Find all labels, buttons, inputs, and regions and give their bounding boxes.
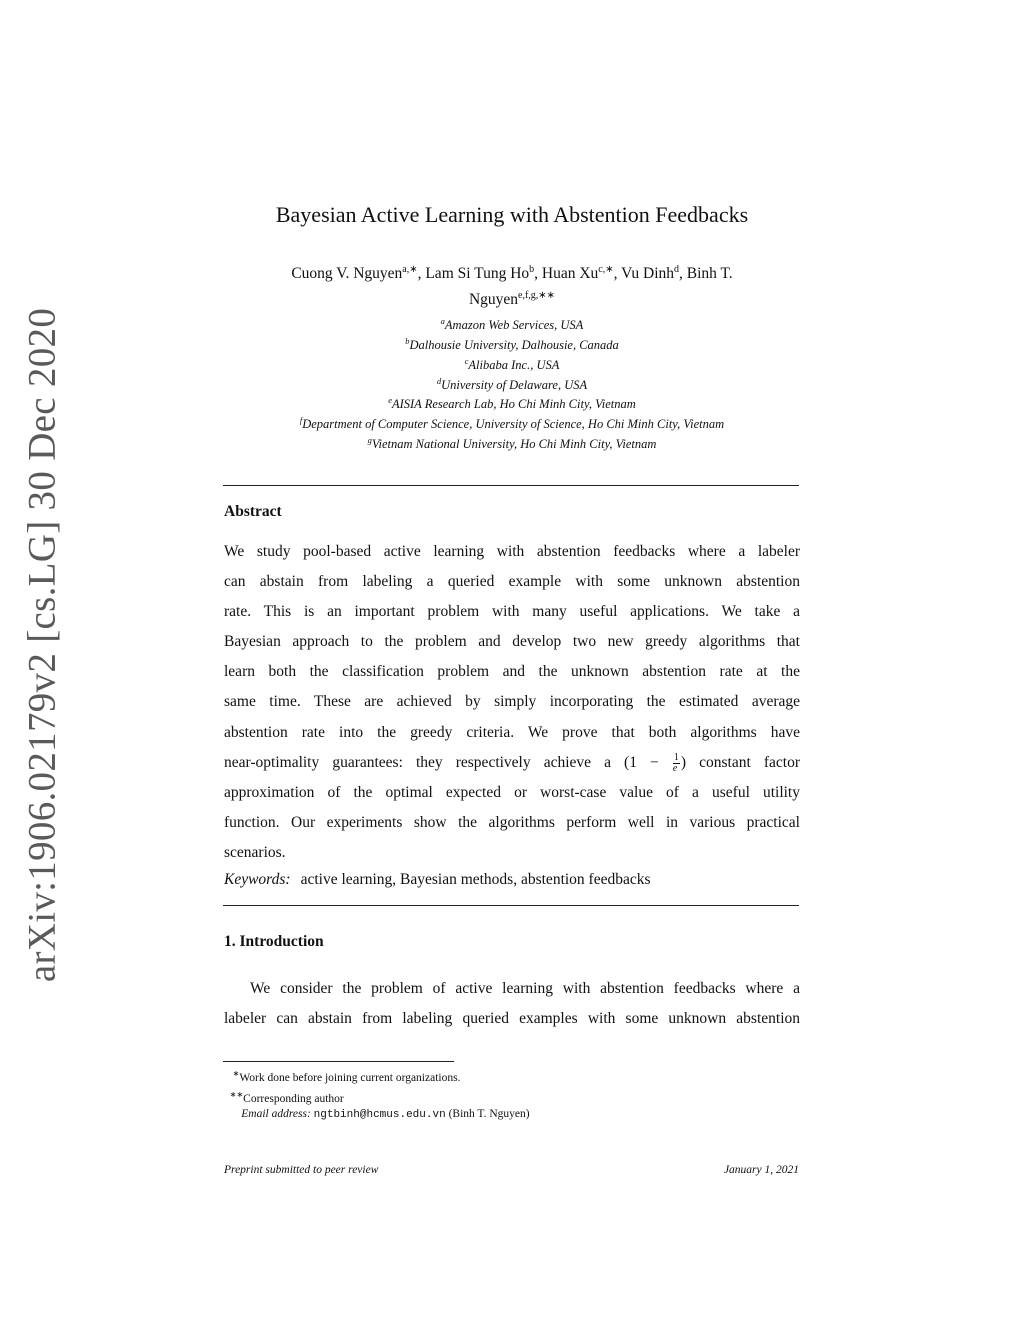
fraction-one-over-e xyxy=(673,753,680,774)
abstract-top-rule xyxy=(223,485,799,486)
footnote xyxy=(224,1066,530,1087)
author-affil-mark: c,∗ xyxy=(598,264,614,275)
affiliation-text: University of Delaware, USA xyxy=(441,377,588,392)
footnotes xyxy=(224,1066,530,1124)
affiliation-mark: d xyxy=(436,375,442,386)
body-line: labeler can abstain from labeling queried examples with some unknown abstention xyxy=(224,1010,800,1028)
fraction-denominator: e xyxy=(672,762,678,774)
abstract-bottom-rule xyxy=(223,905,799,906)
abstract-body xyxy=(224,537,800,868)
abstract-line: We study pool-based active learning with abstention feedbacks where a labeler xyxy=(224,543,800,560)
section-heading-introduction: 1. Introduction xyxy=(224,933,324,950)
affiliation xyxy=(0,413,1024,433)
footer-date: January 1, 2021 xyxy=(723,1164,799,1176)
footnote-text: Work done before joining current organizations. xyxy=(239,1071,461,1084)
email-label: Email address: xyxy=(241,1108,311,1121)
abstract-heading: Abstract xyxy=(224,503,282,520)
abstract-line: function. Our experiments show the algorithms perform well in various practical xyxy=(224,813,800,831)
author-line-1: Cuong V. Nguyen$^{a,∗}$, Lam Si Tung Ho$^b$, Huan $Xu^{c,∗}$, Vu Dinh$^d$, Binh T. xyxy=(291,264,733,283)
author-name: Huan Xu xyxy=(541,265,599,283)
author-affil-mark: a,∗ xyxy=(402,264,418,275)
affiliation xyxy=(0,393,1024,413)
author-affil-mark: d xyxy=(674,264,679,275)
abstract-line: learn both the classification problem and the unknown abstention rate at the xyxy=(224,663,800,681)
abstract-line: approximation of the optimal expected or worst-case value of a useful utility xyxy=(224,783,800,801)
footnote xyxy=(224,1087,530,1108)
introduction-body xyxy=(224,974,800,1034)
affiliation-text: Vietnam National University, Ho Chi Minh City, Vietnam xyxy=(371,437,657,452)
affiliation-text: Amazon Web Services, USA xyxy=(444,318,584,333)
author-name: Nguyen xyxy=(468,291,519,309)
affiliation xyxy=(0,354,1024,374)
abstract-line: scenarios. xyxy=(224,843,286,861)
email-address[interactable]: ngtbinh@hcmus.edu.vn xyxy=(313,1109,446,1122)
footer-preprint-note: Preprint submitted to peer review xyxy=(224,1164,379,1176)
affiliation-mark: b xyxy=(405,335,410,346)
affiliation xyxy=(0,433,1024,453)
affiliation-text: Dalhousie University, Dalhousie, Canada xyxy=(409,338,619,353)
abstract-text: ) constant factor xyxy=(680,753,800,771)
footnote-rule xyxy=(223,1061,454,1062)
abstract-line: can abstain from labeling a queried example with some unknown abstention xyxy=(224,573,800,591)
paper-title: Bayesian Active Learning with Abstention Feedbacks xyxy=(275,202,749,227)
arxiv-identifier-stamp: arXiv:1906.02179v2 [cs.LG] 30 Dec 2020 xyxy=(20,307,64,983)
author-name: Vu Dinh xyxy=(621,265,674,283)
abstract-line: rate. This is an important problem with many useful applications. We take a xyxy=(224,603,800,621)
abstract-line: Bayesian approach to the problem and develop two new greedy algorithms that xyxy=(224,633,800,651)
affiliation-text: Alibaba Inc., USA xyxy=(468,357,560,372)
body-line: We consider the problem of active learning with abstention feedbacks where a xyxy=(250,980,800,997)
affiliation-text: Department of Computer Science, University of Science, Ho Chi Minh City, Vietnam xyxy=(302,417,725,432)
fraction-numerator: 1 xyxy=(673,751,679,763)
affiliation-mark: f xyxy=(299,415,303,426)
abstract-line-with-fraction xyxy=(224,748,800,778)
footnote-text: Corresponding author xyxy=(243,1092,344,1105)
affiliation-mark: e xyxy=(388,395,392,406)
affiliation-mark: c xyxy=(464,355,469,366)
keywords-label: Keywords: xyxy=(224,871,291,888)
abstract-text: near-optimality guarantees: they respectively achieve a (1 − xyxy=(224,753,659,771)
affiliation-mark: g xyxy=(367,435,372,446)
email-owner: (Binh T. Nguyen) xyxy=(448,1108,530,1121)
affiliation xyxy=(0,374,1024,394)
author-name: Binh T. xyxy=(686,265,733,283)
affiliation-text: AISIA Research Lab, Ho Chi Minh City, Vietnam xyxy=(391,397,636,412)
abstract-line: abstention rate into the greedy criteria. We prove that both algorithms have xyxy=(224,723,800,741)
author-affil-mark: e,f,g,∗∗ xyxy=(518,290,556,302)
author-affil-mark: b xyxy=(529,264,535,275)
affiliation-list xyxy=(0,314,1024,453)
author-list xyxy=(230,259,794,311)
author-line-2 xyxy=(230,285,794,311)
author-name: Cuong V. Nguyen xyxy=(291,265,403,283)
affiliation xyxy=(0,314,1024,334)
footnote-mark: ∗∗ xyxy=(229,1089,244,1099)
footnote-mark: ∗ xyxy=(232,1069,240,1078)
affiliation xyxy=(0,334,1024,354)
affiliation-mark: a xyxy=(440,316,445,326)
abstract-line: same time. These are achieved by simply incorporating the estimated average xyxy=(224,693,800,711)
author-name: Lam Si Tung Ho xyxy=(425,265,530,283)
keywords-text: active learning, Bayesian methods, abstention feedbacks xyxy=(300,871,651,888)
keywords xyxy=(224,871,651,889)
footnote-email xyxy=(224,1107,530,1124)
